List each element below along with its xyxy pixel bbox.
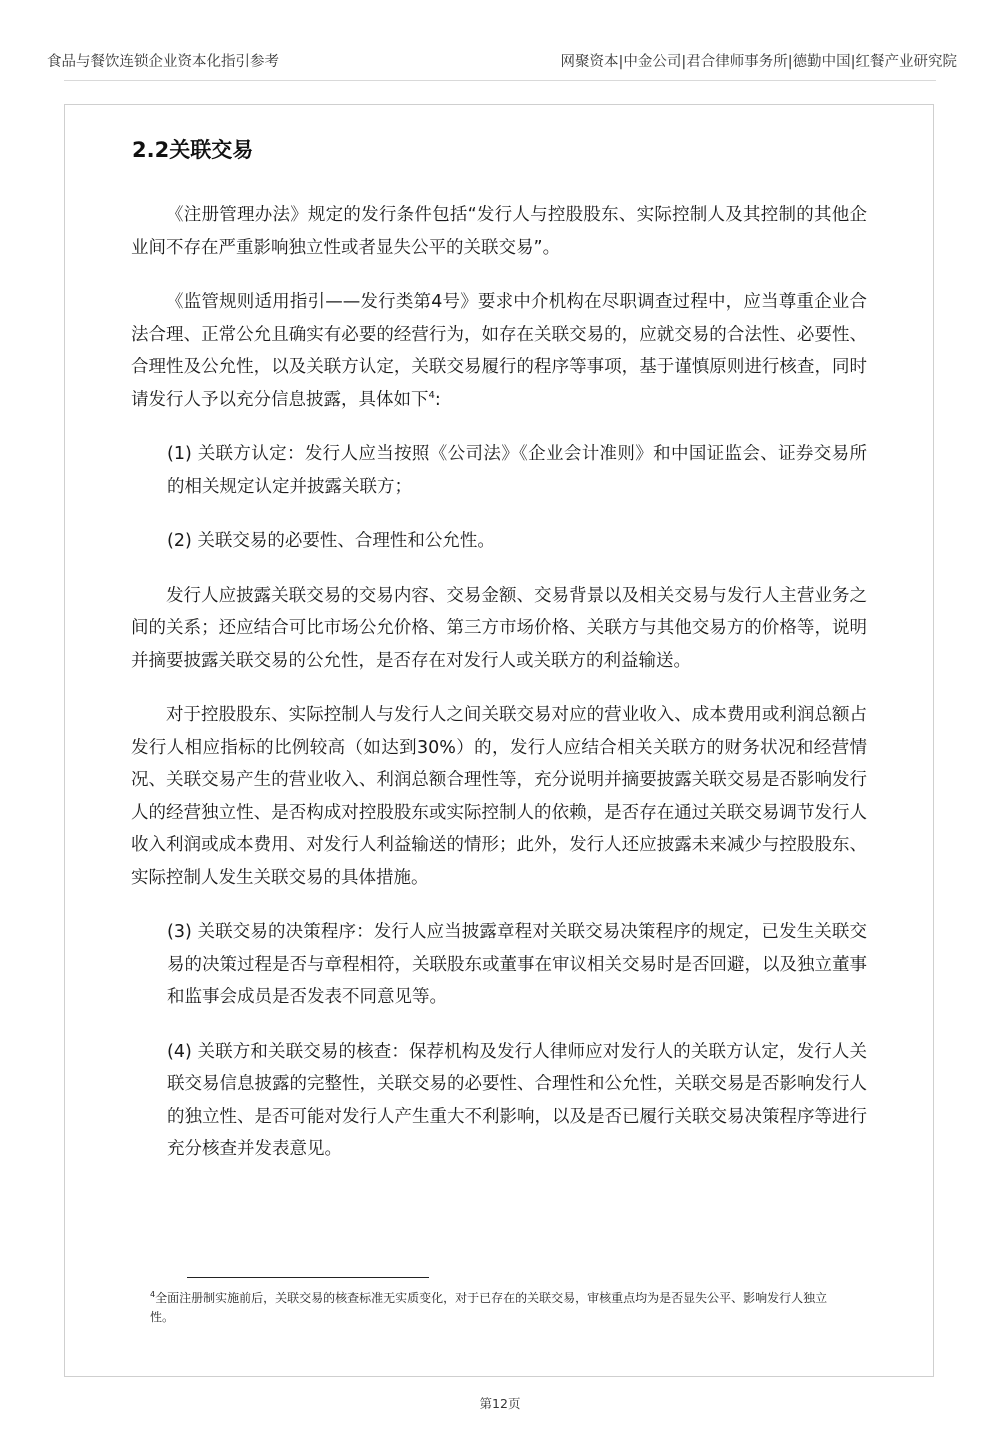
paragraph-colon: :	[434, 389, 441, 410]
footnote-divider	[187, 1277, 429, 1278]
footnote-marker: 4	[150, 1290, 156, 1299]
paragraph-disclosure-content: 发行人应披露关联交易的交易内容、交易金额、交易背景以及相关交易与发行人主营业务之间的关系；还应结合可比市场公允价格、第三方市场价格、关联方与其他交易方的价格等，说明并摘要披露关联交易的公允性，是否存在对发行人或关联方的利益输送。	[131, 585, 867, 671]
footnote	[150, 1289, 850, 1327]
footnote-text: 全面注册制实施前后，关联交易的核查标准无实质变化，对于已存在的关联交易，审核重点均为是否显失公平、影响发行人独立性。	[150, 1291, 828, 1324]
list-item-related-party-identification: (1) 关联方认定：发行人应当按照《公司法》《企业会计准则》和中国证监会、证券交易所的相关规定认定并披露关联方；	[167, 444, 867, 497]
body-content	[131, 199, 867, 1188]
footnote-reference[interactable]: 4	[428, 389, 435, 401]
section-title: 2.2关联交易	[132, 138, 254, 162]
page-number: 第12页	[479, 1396, 521, 1411]
header-right-sources: 网聚资本|中金公司|君合律师事务所|德勤中国|红餐产业研究院	[560, 54, 957, 70]
header-divider	[64, 80, 936, 81]
paragraph-regulatory-guideline	[131, 286, 867, 416]
paragraph-high-ratio-transactions: 对于控股股东、实际控制人与发行人之间关联交易对应的营业收入、成本费用或利润总额占发行人相应指标的比例较高（如达到30%）的，发行人应结合相关关联方的财务状况和经营情况、关联交易产生的营业收入、利润总额合理性等，充分说明并摘要披露关联交易是否影响发行人的经营独立性、是否构成对控股股东或实际控制人的依赖，是否存在通过关联交易调节发行人收入利润或成本费用、对发行人利益输送的情形；此外，发行人还应披露未来减少与控股股东、实际控制人发生关联交易的具体措施。	[131, 705, 867, 888]
list-item-verification: (4) 关联方和关联交易的核查：保荐机构及发行人律师应对发行人的关联方认定，发行人关联交易信息披露的完整性，关联交易的必要性、合理性和公允性，关联交易是否影响发行人的独立性、是否可能对发行人产生重大不利影响，以及是否已履行关联交易决策程序等进行充分核查并发表意见。	[167, 1041, 867, 1159]
paragraph-text: 《监管规则适用指引——发行类第4号》要求中介机构在尽职调查过程中，应当尊重企业合法合理、正常公允且确实有必要的经营行为，如存在关联交易的，应就交易的合法性、必要性、合理性及公允性，以及关联方认定，关联交易履行的程序等事项，基于谨慎原则进行核查，同时请发行人予以充分信息披露，具体如下	[131, 292, 867, 410]
paragraph-registration-rules: 《注册管理办法》规定的发行条件包括“发行人与控股股东、实际控制人及其控制的其他企业间不存在严重影响独立性或者显失公平的关联交易”。	[131, 205, 867, 258]
header-left-title: 食品与餐饮连锁企业资本化指引参考	[47, 54, 279, 70]
list-item-decision-procedure: (3) 关联交易的决策程序：发行人应当披露章程对关联交易决策程序的规定，已发生关联交易的决策过程是否与章程相符，关联股东或董事在审议相关交易时是否回避，以及独立董事和监事会成员是否发表不同意见等。	[167, 922, 867, 1007]
list-item-necessity-reasonableness: (2) 关联交易的必要性、合理性和公允性。	[167, 531, 495, 551]
